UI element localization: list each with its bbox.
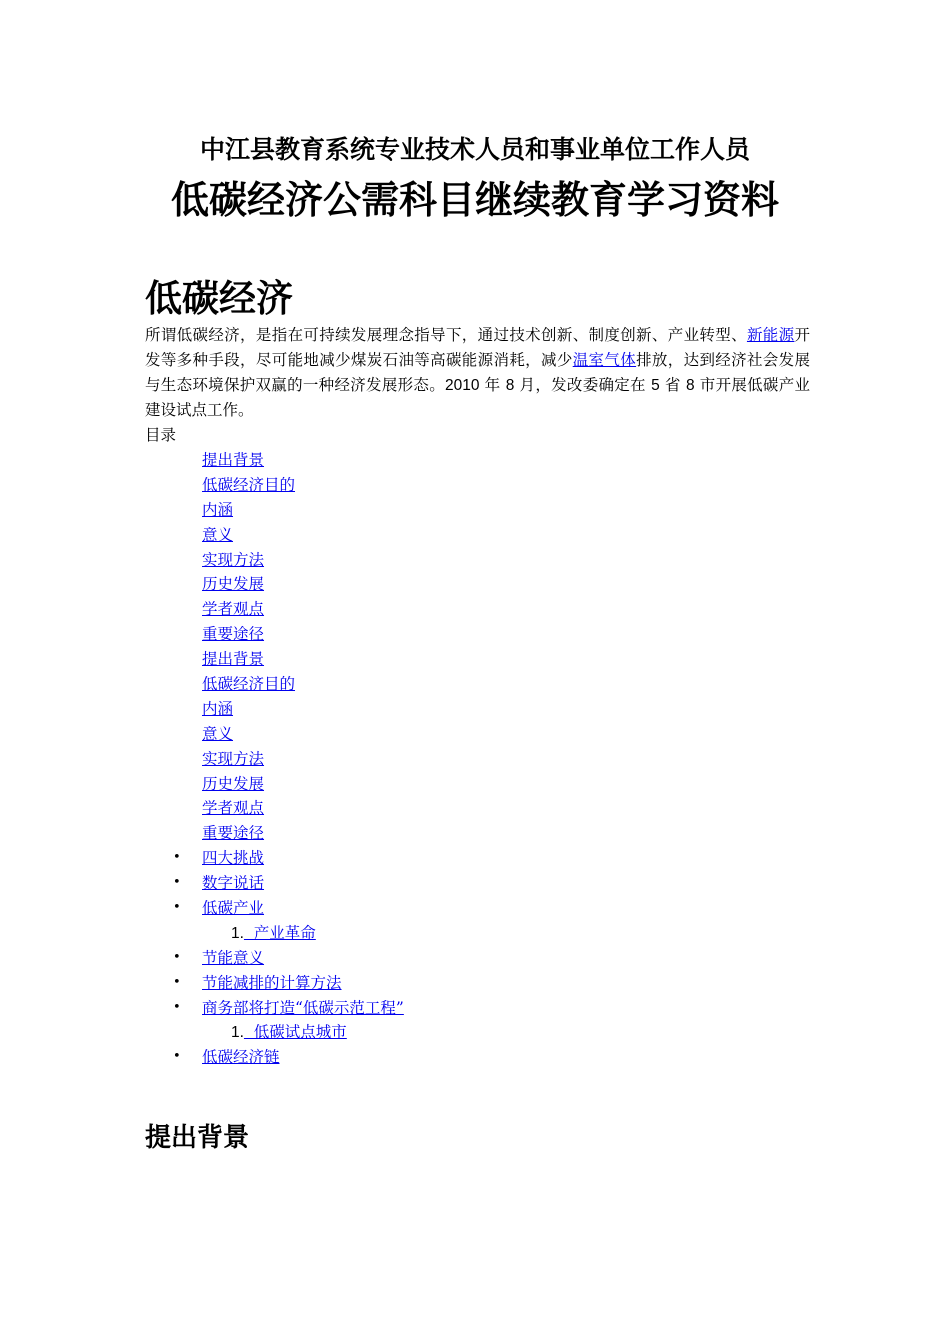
toc-item <box>145 672 810 697</box>
bullet-icon: • <box>173 850 181 866</box>
toc-link[interactable]: 学者观点 <box>202 799 265 818</box>
bullet-icon: • <box>173 999 181 1015</box>
intro-paragraph <box>145 323 810 423</box>
toc-link[interactable]: 商务部将打造“低碳示范工程” <box>202 998 404 1017</box>
article-heading: 低碳经济 <box>145 277 293 320</box>
toc-bullet-item <box>145 996 810 1021</box>
toc-link[interactable]: 产业革命 <box>243 923 316 942</box>
toc-item <box>145 747 810 772</box>
toc-bullet-item <box>145 946 810 971</box>
section-heading: 提出背景 <box>145 1123 250 1153</box>
toc-item <box>145 772 810 797</box>
toc-link[interactable]: 低碳经济链 <box>202 1048 280 1067</box>
link-new-energy[interactable]: 新能源 <box>746 326 795 344</box>
document-subtitle: 中江县教育系统专业技术人员和事业单位工作人员 <box>199 135 750 164</box>
toc-link[interactable]: 节能意义 <box>202 948 265 967</box>
toc-link[interactable]: 低碳经济目的 <box>202 475 296 494</box>
intro-text: 月，发改委确定在 <box>514 376 652 394</box>
toc-link[interactable]: 意义 <box>202 525 234 544</box>
toc-sub-number: 1. <box>231 1024 244 1042</box>
toc-link[interactable]: 实现方法 <box>202 749 265 768</box>
toc-link[interactable]: 低碳经济目的 <box>202 675 296 694</box>
toc-sub-number: 1. <box>231 924 244 942</box>
link-greenhouse-gas[interactable]: 温室气体 <box>572 351 637 369</box>
bullet-icon: • <box>173 949 181 965</box>
toc-link[interactable]: 重要途径 <box>202 824 265 843</box>
toc-bullet-item <box>145 871 810 896</box>
toc-link[interactable]: 数字说话 <box>202 874 265 893</box>
toc-item <box>145 722 810 747</box>
intro-text: 省 <box>659 376 686 394</box>
intro-text: 所谓低碳经济，是指在可持续发展理念指导下，通过技术创新、制度创新、产业转型、 <box>145 326 747 344</box>
intro-text: 市开展低碳产业建设试点工作。 <box>145 376 811 419</box>
toc-link[interactable]: 实现方法 <box>202 550 265 569</box>
bullet-icon: • <box>173 900 181 916</box>
toc-link[interactable]: 内涵 <box>202 500 234 519</box>
intro-text: 排放，达到经济社会发展与生态环境保护双赢的一种经济发展形态。 <box>145 351 810 394</box>
toc-item <box>145 597 810 622</box>
toc-item <box>145 622 810 647</box>
toc-link[interactable]: 历史发展 <box>202 774 265 793</box>
intro-city-count: 8 <box>685 377 695 394</box>
toc-link[interactable]: 低碳产业 <box>202 899 265 918</box>
toc-link[interactable]: 提出背景 <box>202 650 265 669</box>
toc-label: 目录 <box>145 426 177 444</box>
intro-year: 2010 <box>444 377 480 394</box>
toc-item <box>145 821 810 846</box>
toc-bullet-item <box>145 971 810 996</box>
toc-link[interactable]: 历史发展 <box>202 575 265 594</box>
document-title: 低碳经济公需科目继续教育学习资料 <box>170 178 779 222</box>
bullet-icon: • <box>173 1049 181 1065</box>
toc-bullet-item <box>145 1045 810 1070</box>
toc-link[interactable]: 学者观点 <box>202 600 265 619</box>
toc-link[interactable]: 重要途径 <box>202 625 265 644</box>
intro-province-count: 5 <box>651 377 660 394</box>
toc-link[interactable]: 低碳试点城市 <box>243 1023 347 1042</box>
intro-text: 年 <box>479 376 506 394</box>
toc-bullet-item <box>145 896 810 921</box>
toc-link[interactable]: 意义 <box>202 724 234 743</box>
toc-item <box>145 548 810 573</box>
toc-bullet-item <box>145 846 810 871</box>
bullet-icon: • <box>173 974 181 990</box>
intro-month: 8 <box>505 377 515 394</box>
toc-sub-item <box>145 921 810 946</box>
toc-item <box>145 448 810 473</box>
toc-link[interactable]: 节能减排的计算方法 <box>202 973 342 992</box>
toc-link[interactable]: 四大挑战 <box>202 849 265 868</box>
toc-item <box>145 498 810 523</box>
bullet-icon: • <box>173 875 181 891</box>
toc-sub-item <box>145 1020 810 1045</box>
toc-item <box>145 572 810 597</box>
toc-item <box>145 796 810 821</box>
toc-item <box>145 697 810 722</box>
toc-item <box>145 473 810 498</box>
toc-link[interactable]: 提出背景 <box>202 451 265 469</box>
table-of-contents <box>145 448 810 1070</box>
toc-link[interactable]: 内涵 <box>202 699 234 718</box>
toc-item <box>145 523 810 548</box>
intro-text: 开发等多种手段，尽可能地减少煤炭石油等高碳能源消耗，减少 <box>145 326 810 369</box>
toc-item <box>145 647 810 672</box>
